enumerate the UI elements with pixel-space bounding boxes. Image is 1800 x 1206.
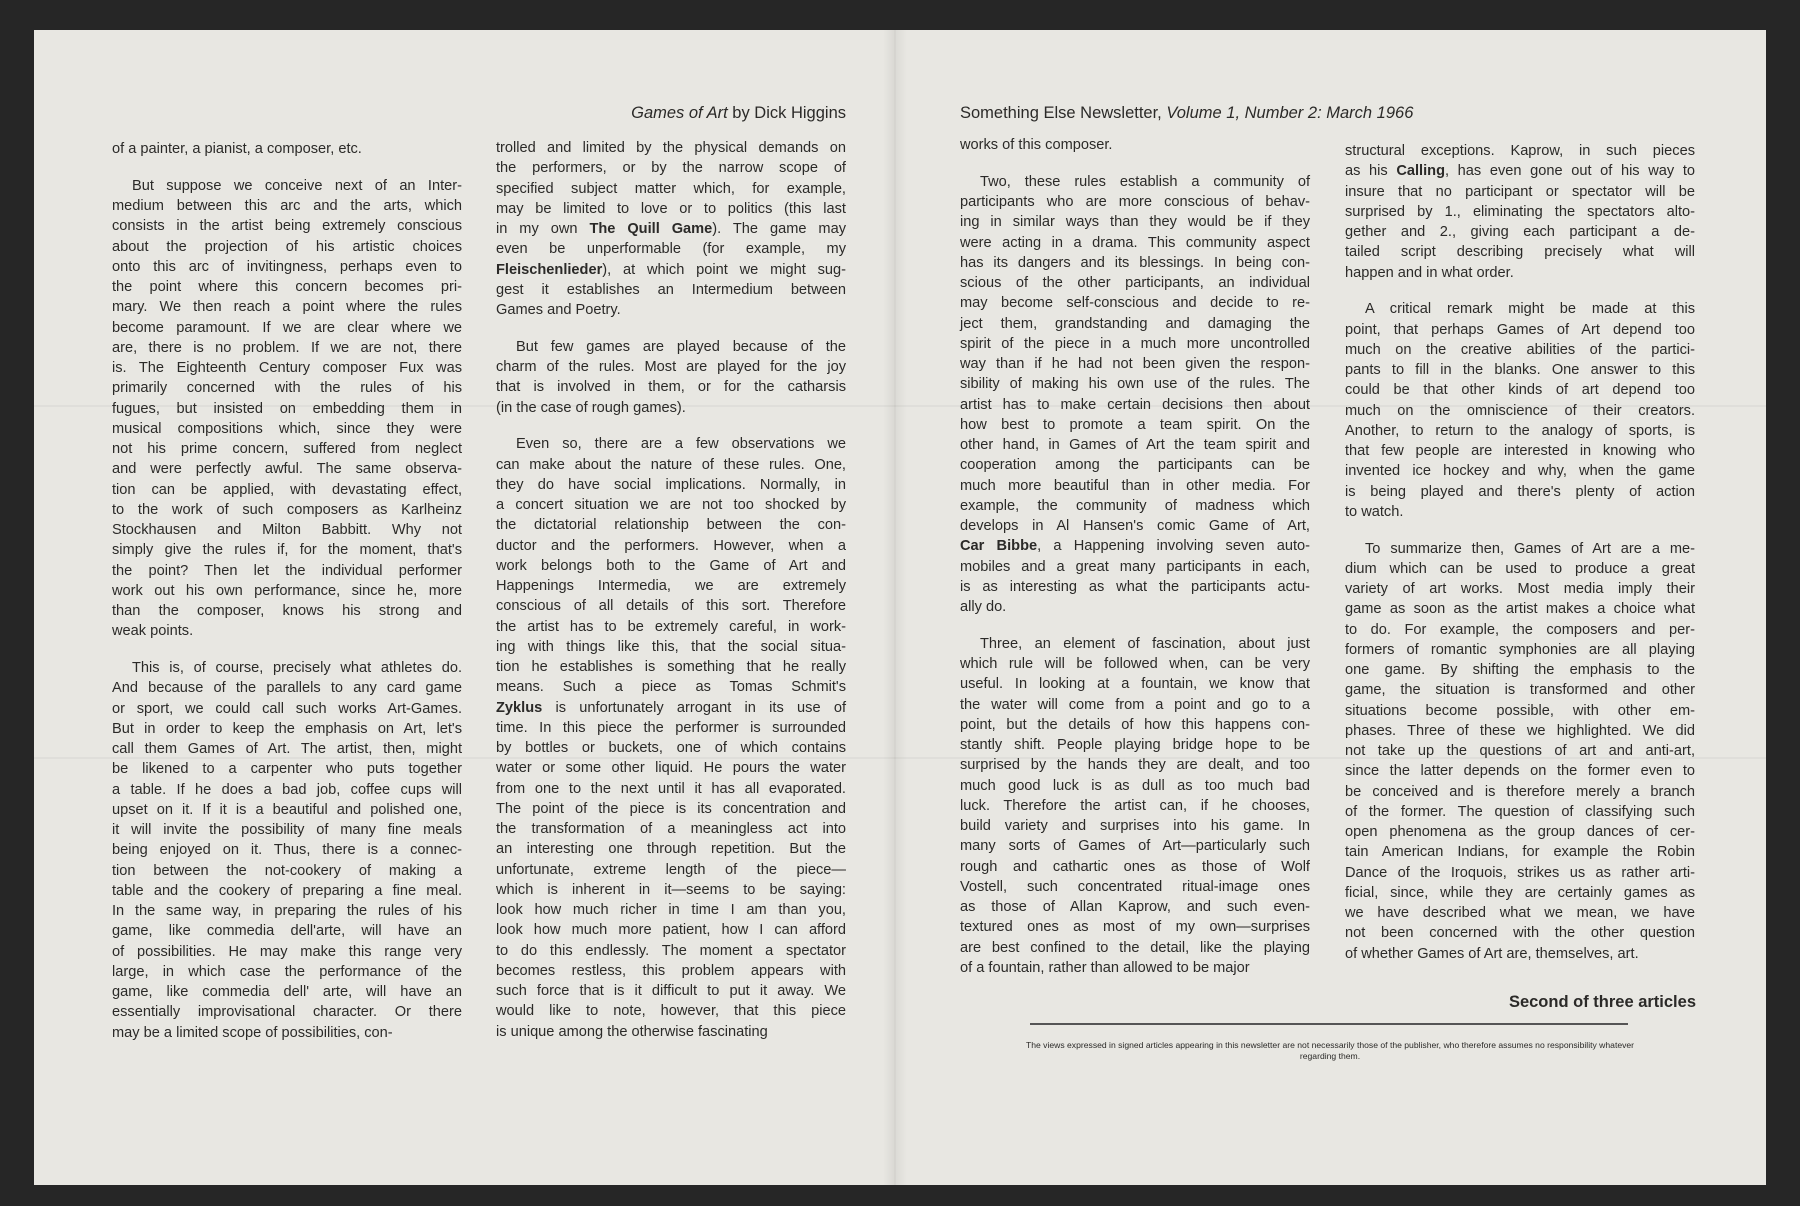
text-line: can make about the nature of these rules. One, bbox=[496, 456, 846, 473]
text-column-1 bbox=[112, 139, 462, 1043]
text-line: were acting in a drama. This community aspect bbox=[960, 234, 1310, 251]
paragraph bbox=[496, 138, 846, 320]
text-line: Vostell, such concentrated ritual-image ones bbox=[960, 878, 1310, 895]
text-line: of the former. The question of classifying such bbox=[1345, 803, 1695, 820]
publication-name: Something Else Newsletter, bbox=[960, 104, 1167, 122]
paragraph bbox=[1345, 299, 1695, 522]
text-line: of possibilities. He may make this range very bbox=[112, 943, 462, 960]
text-column-3 bbox=[960, 135, 1310, 978]
newsletter-header bbox=[960, 104, 1413, 123]
text-line: dium which can be used to produce a great bbox=[1345, 560, 1695, 577]
text-line: water or some other liquid. He pours the water bbox=[496, 760, 846, 777]
text-fragment: , has even gone out of his way to bbox=[1445, 163, 1695, 180]
text-line: variety of art works. Most media imply their bbox=[1345, 581, 1695, 597]
text-line: phases. Three of these we highlighted. We did bbox=[1345, 722, 1695, 739]
text-line: participants who are more conscious of behav- bbox=[960, 194, 1310, 210]
text-line: much good luck is as dull as too much bad bbox=[960, 777, 1310, 794]
text-line: may be a limited scope of possibilities, con- bbox=[112, 1024, 393, 1041]
paragraph bbox=[960, 634, 1310, 978]
paragraph bbox=[112, 658, 462, 1043]
text-fragment: in my own bbox=[496, 221, 590, 237]
text-line: In the same way, in preparing the rules of his bbox=[112, 903, 462, 919]
text-line: or sport, we could call such works Art-Games. bbox=[112, 700, 462, 717]
text-line: large, in which case the performance of the bbox=[112, 963, 462, 980]
text-line: be likened to a carpenter who puts together bbox=[112, 761, 462, 778]
text-line: much on the omniscience of their creators. bbox=[1345, 402, 1695, 419]
text-line: may become self-conscious and decide to re- bbox=[960, 295, 1310, 312]
text-line: formers of romantic symphonies are all playing bbox=[1345, 641, 1695, 658]
text-line: by bottles or buckets, one of which contains bbox=[496, 740, 846, 756]
text-column-4 bbox=[1345, 141, 1695, 964]
text-line: tion can be applied, with devastating effect, bbox=[112, 481, 462, 498]
text-line: about the projection of his artistic choices bbox=[112, 238, 462, 255]
text-line: table and the cookery of preparing a fine meal. bbox=[112, 882, 462, 899]
text-line: Even so, there are a few observations we bbox=[516, 436, 846, 453]
text-line: as those of Allan Kaprow, and such even- bbox=[960, 899, 1310, 915]
text-line: from one to the next until it has all evaporated. bbox=[496, 780, 846, 797]
text-line: not take up the questions of art and anti-art, bbox=[1345, 743, 1695, 759]
text-line: game, like commedia dell'arte, will have an bbox=[112, 923, 462, 940]
text-line: trolled and limited by the physical demands on bbox=[496, 140, 846, 156]
text-line: that is involved in them, or for the catharsis bbox=[496, 379, 846, 396]
text-fragment: ), at which point we might sug- bbox=[602, 261, 846, 278]
paragraph bbox=[496, 434, 846, 1042]
text-line: ficial, since, while they are certainly games as bbox=[1345, 884, 1695, 901]
disclaimer-line: regarding them. bbox=[1299, 1051, 1361, 1061]
text-line: an interesting one through repetition. But the bbox=[496, 841, 846, 858]
text-line: gest it establishes an Intermedium between bbox=[496, 281, 846, 298]
text-line: the artist has to be extremely careful, in work- bbox=[496, 618, 846, 635]
text-line: (in the case of rough games). bbox=[496, 399, 686, 416]
text-line: fugues, but insisted on embedding them in bbox=[112, 400, 462, 417]
text-line: a concert situation we are not too shocked by bbox=[496, 497, 846, 513]
text-line: happen and in what order. bbox=[1345, 264, 1514, 281]
text-fragment: , a Happening involving seven auto- bbox=[1037, 538, 1310, 555]
paragraph bbox=[496, 337, 846, 418]
text-line: useful. In looking at a fountain, we know that bbox=[960, 676, 1310, 693]
text-line: are best confined to the detail, like the playing bbox=[960, 939, 1310, 956]
text-line: is being played and there's plenty of action bbox=[1345, 483, 1695, 500]
work-title: Fleischenlieder bbox=[496, 261, 603, 278]
text-line: weak points. bbox=[112, 623, 194, 640]
work-title: Calling bbox=[1396, 163, 1445, 180]
text-line: invented ice hockey and why, when the game bbox=[1345, 463, 1695, 480]
text-line: game as soon as the artist makes a choice what bbox=[1345, 601, 1695, 618]
text-line: gether and 2., giving each participant a de- bbox=[1345, 224, 1695, 240]
text-line: not been concerned with the other question bbox=[1345, 925, 1695, 942]
work-title: Zyklus bbox=[496, 699, 543, 716]
text-line: conscious of all details of this sort. Therefore bbox=[496, 598, 846, 615]
text-line: to the work of such composers as Karlheinz bbox=[112, 501, 462, 518]
text-line bbox=[1345, 161, 1695, 181]
text-line: become paramount. If we are clear where we bbox=[112, 319, 462, 336]
text-line: mobiles and a great many participants in each, bbox=[960, 558, 1310, 575]
text-line: to watch. bbox=[1345, 503, 1404, 520]
text-line: musical compositions which, since they were bbox=[112, 420, 462, 437]
text-line: Dance of the Iroquois, strikes us as rather arti- bbox=[1345, 864, 1695, 881]
disclaimer bbox=[960, 1040, 1700, 1062]
text-line bbox=[496, 219, 846, 239]
text-line: ing in similar ways than they would be if they bbox=[960, 214, 1310, 231]
text-line: look how much more patient, how I can afford bbox=[496, 922, 846, 939]
text-line: ing with things like this, that the social situa- bbox=[496, 638, 846, 655]
divider-rule bbox=[1030, 1023, 1628, 1025]
text-line: being enjoyed on it. Thus, there is a connec- bbox=[112, 842, 462, 859]
text-line: spirit of the piece in a much more uncontrolled bbox=[960, 335, 1310, 352]
text-line: than the composer, knows his strong and bbox=[112, 603, 462, 619]
series-note: Second of three articles bbox=[1508, 993, 1696, 1011]
text-line: tion he establishes is something that he really bbox=[496, 659, 846, 675]
text-line: build variety and surprises into his game. In bbox=[960, 818, 1310, 834]
paragraph bbox=[960, 172, 1310, 618]
text-line bbox=[496, 260, 846, 280]
text-line: time. In this piece the performer is surrounded bbox=[496, 719, 846, 736]
text-line: a table. If he does a bad job, coffee cups will bbox=[112, 781, 462, 798]
text-line: to do this endlessly. The moment a spectator bbox=[496, 942, 846, 959]
text-line: is unique among the otherwise fascinating bbox=[496, 1023, 768, 1040]
text-line: sibility of making his own use of the rules. The bbox=[960, 376, 1310, 393]
text-line: surprised by the hands they are dealt, and too bbox=[960, 757, 1310, 774]
text-line: becomes restless, this problem appears with bbox=[496, 962, 846, 979]
text-line: This is, of course, precisely what athletes do. bbox=[132, 660, 462, 676]
text-line: The point of the piece is its concentration and bbox=[496, 800, 846, 817]
text-line: Three, an element of fascination, about just bbox=[980, 635, 1310, 652]
text-line: charm of the rules. Most are played for the joy bbox=[496, 359, 846, 375]
text-line: rough and cathartic ones as those of Wolf bbox=[960, 858, 1310, 875]
work-title: Car Bibbe bbox=[960, 538, 1038, 555]
text-line: has its dangers and its blessings. In being con- bbox=[960, 254, 1310, 271]
text-line: And because of the parallels to any card game bbox=[112, 680, 462, 697]
text-line: example, the community of madness which bbox=[960, 497, 1310, 514]
text-line: is. The Eighteenth Century composer Fux was bbox=[112, 360, 462, 376]
text-line: the point where this concern becomes pri- bbox=[112, 279, 462, 295]
text-line: game, like commedia dell' arte, will have an bbox=[112, 984, 462, 1000]
text-line: even be unperformable (for example, my bbox=[496, 241, 846, 258]
text-line: they do have social implications. Normally, in bbox=[496, 476, 846, 493]
text-line: But few games are played because of the bbox=[516, 338, 846, 355]
text-line: and were perfectly awful. The same observa- bbox=[112, 461, 462, 478]
center-fold bbox=[883, 30, 907, 1185]
text-line: open phenomena as the group dances of cer- bbox=[1345, 824, 1695, 840]
text-fragment: ). The game may bbox=[712, 221, 847, 237]
text-line: could be that other kinds of art depend too bbox=[1345, 382, 1695, 399]
text-line: much on the creative abilities of the partici- bbox=[1345, 341, 1695, 358]
text-line: insure that no participant or spectator will be bbox=[1345, 183, 1695, 200]
text-line: how best to promote a team spirit. On the bbox=[960, 416, 1310, 433]
text-line: work out his own performance, since he, more bbox=[112, 582, 462, 599]
disclaimer-line: The views expressed in signed articles appearing in this newsletter are not necessarily those of the publisher, who therefore assumes no responsibility whatever bbox=[1025, 1040, 1635, 1050]
text-line: surprised by 1., eliminating the spectators alto- bbox=[1345, 203, 1695, 220]
text-line: A critical remark might be made at this bbox=[1365, 301, 1695, 318]
text-line: specified subject matter which, for example, bbox=[496, 180, 846, 197]
text-line bbox=[960, 536, 1310, 556]
text-line: the water will come from a point and go to a bbox=[960, 696, 1310, 713]
text-line: that few people are interested in knowing who bbox=[1345, 443, 1695, 459]
text-line: one game. By shifting the emphasis to the bbox=[1345, 662, 1695, 678]
text-line: game, the situation is transformed and other bbox=[1345, 682, 1695, 699]
text-line: to do. For example, the composers and per- bbox=[1345, 621, 1695, 638]
paragraph bbox=[1345, 141, 1695, 283]
text-fragment: is unfortunately arrogant in its use of bbox=[542, 699, 846, 716]
text-line: tion between the not-cookery of making a bbox=[112, 862, 462, 879]
text-line: much more beautiful than in other media. For bbox=[960, 477, 1310, 494]
text-line: work belongs both to the Game of Art and bbox=[496, 557, 846, 574]
text-line: point, but the details of how this happens con- bbox=[960, 716, 1310, 733]
text-line: primarily concerned with the rules of his bbox=[112, 380, 462, 397]
text-line: which is inherent in it—seems to be saying: bbox=[496, 881, 846, 898]
text-line: works of this composer. bbox=[960, 137, 1113, 153]
text-line: means. Such a piece as Tomas Schmit's bbox=[496, 679, 846, 696]
text-line: develops in Al Hansen's comic Game of Art, bbox=[960, 518, 1310, 534]
text-line: consists in the artist being extremely conscious bbox=[112, 218, 462, 235]
paragraph bbox=[1345, 539, 1695, 964]
text-line: other hand, in Games of Art the team spirit and bbox=[960, 437, 1310, 453]
text-line: of a painter, a pianist, a composer, etc. bbox=[112, 141, 362, 157]
text-line: ally do. bbox=[960, 599, 1007, 615]
text-line: textured ones as most of my own—surprises bbox=[960, 919, 1310, 936]
text-line: pants to fill in the blanks. One answer to this bbox=[1345, 362, 1695, 378]
text-line: Stockhausen and Milton Babbitt. Why not bbox=[112, 522, 462, 538]
article-byline: by Dick Higgins bbox=[727, 104, 846, 122]
text-line: look how much richer in time I am than you, bbox=[496, 902, 846, 918]
text-line: since the latter depends on the former even to bbox=[1345, 763, 1695, 780]
text-line: cooperation among the participants can be bbox=[960, 457, 1310, 474]
text-line: of whether Games of Art are, themselves, art. bbox=[1345, 945, 1639, 962]
text-line: luck. Therefore the artist can, if he chooses, bbox=[960, 797, 1310, 814]
text-fragment: as his bbox=[1345, 163, 1397, 180]
text-line: call them Games of Art. The artist, then, might bbox=[112, 741, 462, 757]
text-line: scious of the other participants, an individual bbox=[960, 275, 1310, 291]
text-line: unfortunate, extreme length of the piece— bbox=[496, 861, 846, 878]
text-line: of a fountain, rather than allowed to be major bbox=[960, 959, 1250, 976]
text-line: is as interesting as what the participants actu- bbox=[960, 578, 1310, 595]
text-line: the transformation of a meaningless act into bbox=[496, 821, 846, 837]
text-line: stantly shift. People playing bridge hope to be bbox=[960, 737, 1310, 753]
text-line bbox=[496, 698, 846, 718]
paragraph bbox=[112, 139, 462, 159]
text-line: point, that perhaps Games of Art depend too bbox=[1345, 321, 1695, 338]
text-line: upset on it. If it is a beautiful and polished one, bbox=[112, 801, 462, 818]
text-line: way than if he had not been given the respon- bbox=[960, 356, 1310, 372]
text-line: essentially improvisational character. Or there bbox=[112, 1004, 462, 1021]
text-line: may be limited to love or to politics (this last bbox=[496, 200, 846, 217]
text-line: many sorts of Games of Art—particularly such bbox=[960, 838, 1310, 855]
text-line: which rule will be followed when, can be very bbox=[960, 656, 1310, 672]
text-line: such force that is it difficult to put it away. We bbox=[496, 983, 846, 999]
text-line: medium between this arc and the arts, which bbox=[112, 198, 462, 214]
article-title: Games of Art bbox=[631, 104, 728, 122]
text-line: But in order to keep the emphasis on Art, let's bbox=[112, 720, 462, 737]
text-line: ductor and the performers. However, when a bbox=[496, 537, 846, 554]
text-line: we have described what we mean, we have bbox=[1345, 905, 1695, 921]
text-line: the point? Then let the individual performer bbox=[112, 562, 462, 579]
paragraph bbox=[960, 135, 1310, 155]
text-line: mary. We then reach a point where the rules bbox=[112, 299, 462, 316]
text-line: the performers, or by the narrow scope of bbox=[496, 160, 846, 177]
text-line: it will invite the possibility of many fine meals bbox=[112, 822, 462, 838]
text-line: onto this arc of invitingness, perhaps even to bbox=[112, 258, 462, 275]
work-title: The Quill Game bbox=[589, 221, 713, 237]
text-line: To summarize then, Games of Art are a me- bbox=[1365, 540, 1695, 557]
text-line: simply give the rules if, for the moment, that's bbox=[112, 542, 462, 559]
text-line: artist has to make certain decisions then about bbox=[960, 396, 1310, 413]
text-line: not his prime concern, suffered from neglect bbox=[112, 441, 462, 457]
text-line: ject them, grandstanding and damaging the bbox=[960, 315, 1310, 332]
text-line: Happenings Intermedia, we are extremely bbox=[496, 578, 846, 594]
text-line: structural exceptions. Kaprow, in such pieces bbox=[1345, 143, 1695, 159]
issue-info: Volume 1, Number 2: March 1966 bbox=[1166, 104, 1414, 122]
text-line: situations become possible, with other em- bbox=[1345, 702, 1695, 719]
text-line: Games and Poetry. bbox=[496, 302, 621, 318]
text-line: the dictatorial relationship between the con- bbox=[496, 517, 846, 534]
text-line: tain American Indians, for example the Robin bbox=[1345, 844, 1695, 861]
text-line: would like to note, however, that this piece bbox=[496, 1003, 846, 1020]
text-column-2 bbox=[496, 138, 846, 1042]
text-line: are, there is no problem. If we are not, there bbox=[112, 339, 462, 356]
text-line: tailed script describing precisely what will bbox=[1345, 244, 1695, 261]
text-line: Two, these rules establish a community of bbox=[980, 173, 1310, 190]
text-line: Another, to return to the analogy of sports, is bbox=[1345, 422, 1695, 439]
text-line: But suppose we conceive next of an Inter- bbox=[132, 177, 462, 194]
paragraph bbox=[112, 176, 462, 642]
article-header bbox=[631, 104, 846, 123]
text-line: be conceived and is therefore merely a branch bbox=[1345, 783, 1695, 800]
